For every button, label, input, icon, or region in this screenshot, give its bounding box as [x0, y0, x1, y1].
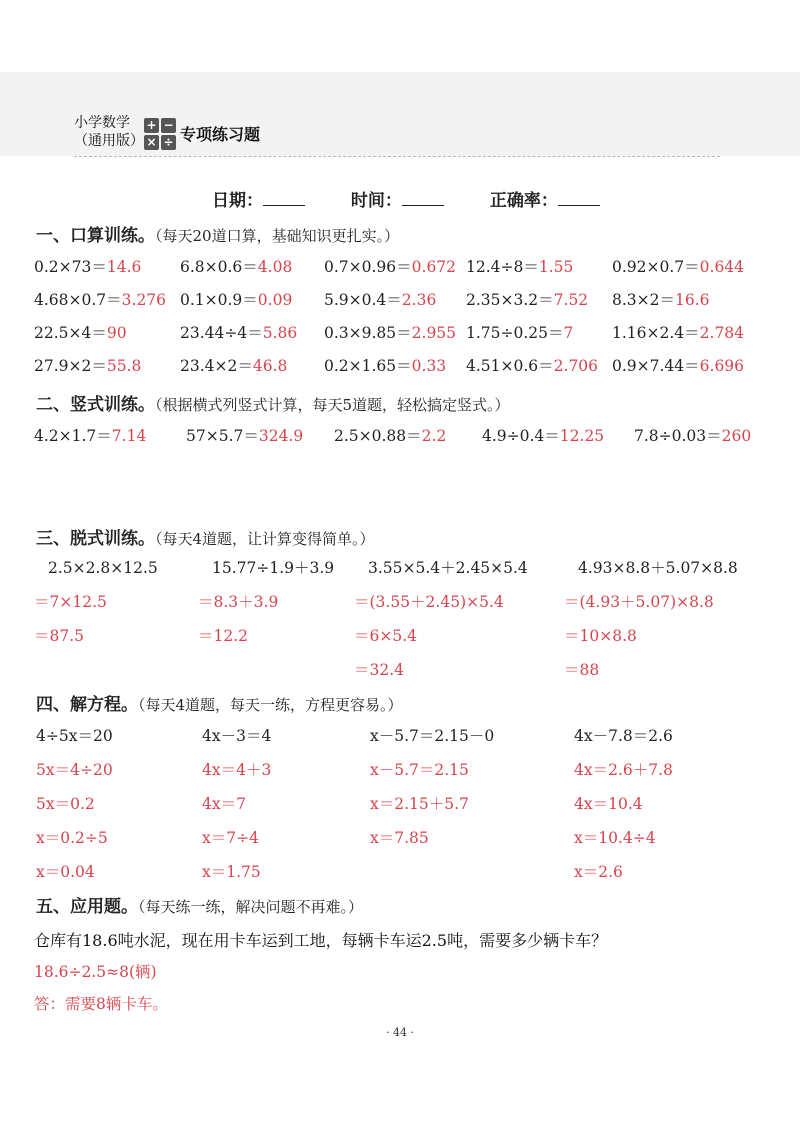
step: ＝88 [564, 661, 600, 679]
word-problem: 仓库有18.6吨水泥，现在用卡车运到工地，每辆卡车运2.5吨，需要多少辆卡车？ [34, 931, 608, 950]
series-title: 专项练习题 [180, 125, 261, 144]
mental-math-item: 0.7×0.96＝0.672 [324, 258, 457, 276]
step: x＝10.4÷4 [574, 829, 656, 847]
equation: 4÷5x＝20 [36, 727, 113, 745]
step: ＝12.2 [198, 627, 249, 645]
mental-math-item: 1.75÷0.25＝7 [466, 324, 574, 342]
equation: 4x－3＝4 [202, 727, 272, 745]
step: x＝0.04 [36, 863, 95, 881]
word-problem-answer: 答：需要8辆卡车。 [34, 995, 168, 1013]
mental-math-item: 1.16×2.4＝2.784 [612, 324, 745, 342]
stepwise-problem-1 [34, 556, 158, 658]
section-4-note: （每天4道题，每天一练，方程更容易。） [138, 696, 403, 714]
mental-math-item: 23.4×2＝46.8 [180, 357, 288, 375]
equation-1 [36, 724, 113, 894]
step: x＝1.75 [202, 863, 261, 881]
equation: x－5.7＝2.15－0 [370, 727, 495, 745]
step: ＝6×5.4 [354, 627, 417, 645]
step: ＝(3.55＋2.45)×5.4 [354, 593, 504, 611]
step: x－5.7＝2.15 [370, 761, 469, 779]
vertical-item: 57×5.7＝324.9 [186, 427, 304, 445]
time-label: 时间： [350, 191, 402, 211]
times-icon: × [144, 135, 159, 150]
expression: 4.93×8.8＋5.07×8.8 [578, 559, 738, 577]
step: x＝7.85 [370, 829, 429, 847]
step: 4x＝7 [202, 795, 246, 813]
step: 4x＝10.4 [574, 795, 643, 813]
vertical-calc-row [34, 424, 774, 448]
mental-math-item: 23.44÷4＝5.86 [180, 324, 298, 342]
section-1-note: （每天20道口算，基础知识更扎实。） [155, 227, 400, 245]
step: 4x＝4＋3 [202, 761, 272, 779]
minus-icon: − [161, 118, 176, 133]
step: x＝0.2÷5 [36, 829, 108, 847]
mental-math-item: 27.9×2＝55.8 [34, 357, 142, 375]
mental-math-item: 2.35×3.2＝7.52 [466, 291, 589, 309]
mental-math-item: 0.1×0.9＝0.09 [180, 291, 293, 309]
accuracy-blank [558, 189, 600, 206]
info-line [212, 186, 640, 211]
mental-math-item: 8.3×2＝16.6 [612, 291, 710, 309]
step: 4x＝2.6＋7.8 [574, 761, 673, 779]
section-2-title: 二、竖式训练。（根据横式列竖式计算，每天5道题，轻松搞定竖式。） [36, 395, 510, 415]
step: x＝2.6 [574, 863, 623, 881]
equation-2 [202, 724, 271, 894]
mental-math-item: 12.4÷8＝1.55 [466, 258, 574, 276]
mental-math-item: 4.51×0.6＝2.706 [466, 357, 599, 375]
mental-math-row [34, 321, 774, 345]
step: ＝10×8.8 [564, 627, 637, 645]
section-5-title: 五、应用题。（每天练一练，解决问题不再难。） [36, 897, 364, 917]
vertical-item: 2.5×0.88＝2.2 [334, 427, 447, 445]
expression: 2.5×2.8×12.5 [48, 559, 158, 577]
book-edition: （通用版） [74, 133, 144, 149]
section-2-note: （根据横式列竖式计算，每天5道题，轻松搞定竖式。） [155, 396, 510, 414]
vertical-item: 7.8÷0.03＝260 [634, 427, 752, 445]
expression: 15.77÷1.9＋3.9 [212, 559, 335, 577]
mental-math-item: 0.2×1.65＝0.33 [324, 357, 447, 375]
mental-math-item: 0.2×73＝14.6 [34, 258, 142, 276]
mental-math-item: 6.8×0.6＝4.08 [180, 258, 293, 276]
mental-math-item: 4.68×0.7＝3.276 [34, 291, 167, 309]
mental-math-item: 0.3×9.85＝2.955 [324, 324, 457, 342]
stepwise-problem-4 [564, 556, 738, 692]
accuracy-label: 正确率： [489, 191, 558, 211]
step: 5x＝0.2 [36, 795, 95, 813]
page-number: · 44 · [386, 1026, 414, 1039]
plus-icon: + [144, 118, 159, 133]
mental-math-item: 0.92×0.7＝0.644 [612, 258, 745, 276]
stepwise-problem-3 [354, 556, 528, 692]
step: x＝2.15＋5.7 [370, 795, 469, 813]
mental-math-row [34, 354, 774, 378]
mental-math-item: 0.9×7.44＝6.696 [612, 357, 745, 375]
date-blank [263, 189, 305, 206]
word-problem-solution: 18.6÷2.5≈8(辆) [34, 963, 157, 981]
page-header [74, 112, 720, 157]
equation: 4x－7.8＝2.6 [574, 727, 673, 745]
stepwise-problem-2 [198, 556, 335, 658]
vertical-item: 4.2×1.7＝7.14 [34, 427, 147, 445]
mental-math-row [34, 288, 774, 312]
step: x＝7÷4 [202, 829, 259, 847]
step: ＝(4.93＋5.07)×8.8 [564, 593, 714, 611]
section-3-note: （每天4道题，让计算变得简单。） [155, 530, 375, 548]
book-name: 小学数学 [74, 115, 130, 131]
expression: 3.55×5.4＋2.45×5.4 [368, 559, 528, 577]
mental-math-item: 5.9×0.4＝2.36 [324, 291, 437, 309]
vertical-item: 4.9÷0.4＝12.25 [482, 427, 605, 445]
equation-4 [574, 724, 673, 894]
operators-icon [144, 118, 176, 150]
section-3-title: 三、脱式训练。（每天4道题，让计算变得简单。） [36, 529, 375, 549]
section-4-title: 四、解方程。（每天4道题，每天一练，方程更容易。） [36, 695, 403, 715]
equation-3 [370, 724, 494, 860]
time-blank [402, 189, 444, 206]
section-5-note: （每天练一练，解决问题不再难。） [138, 898, 364, 916]
step: ＝7×12.5 [34, 593, 107, 611]
step: 5x＝4÷20 [36, 761, 113, 779]
section-1-title: 一、口算训练。（每天20道口算，基础知识更扎实。） [36, 226, 400, 246]
step: ＝8.3＋3.9 [198, 593, 279, 611]
mental-math-item: 22.5×4＝90 [34, 324, 127, 342]
step: ＝32.4 [354, 661, 405, 679]
mental-math-row [34, 255, 774, 279]
date-label: 日期： [212, 191, 263, 211]
step: ＝87.5 [34, 627, 85, 645]
divide-icon: ÷ [161, 135, 176, 150]
